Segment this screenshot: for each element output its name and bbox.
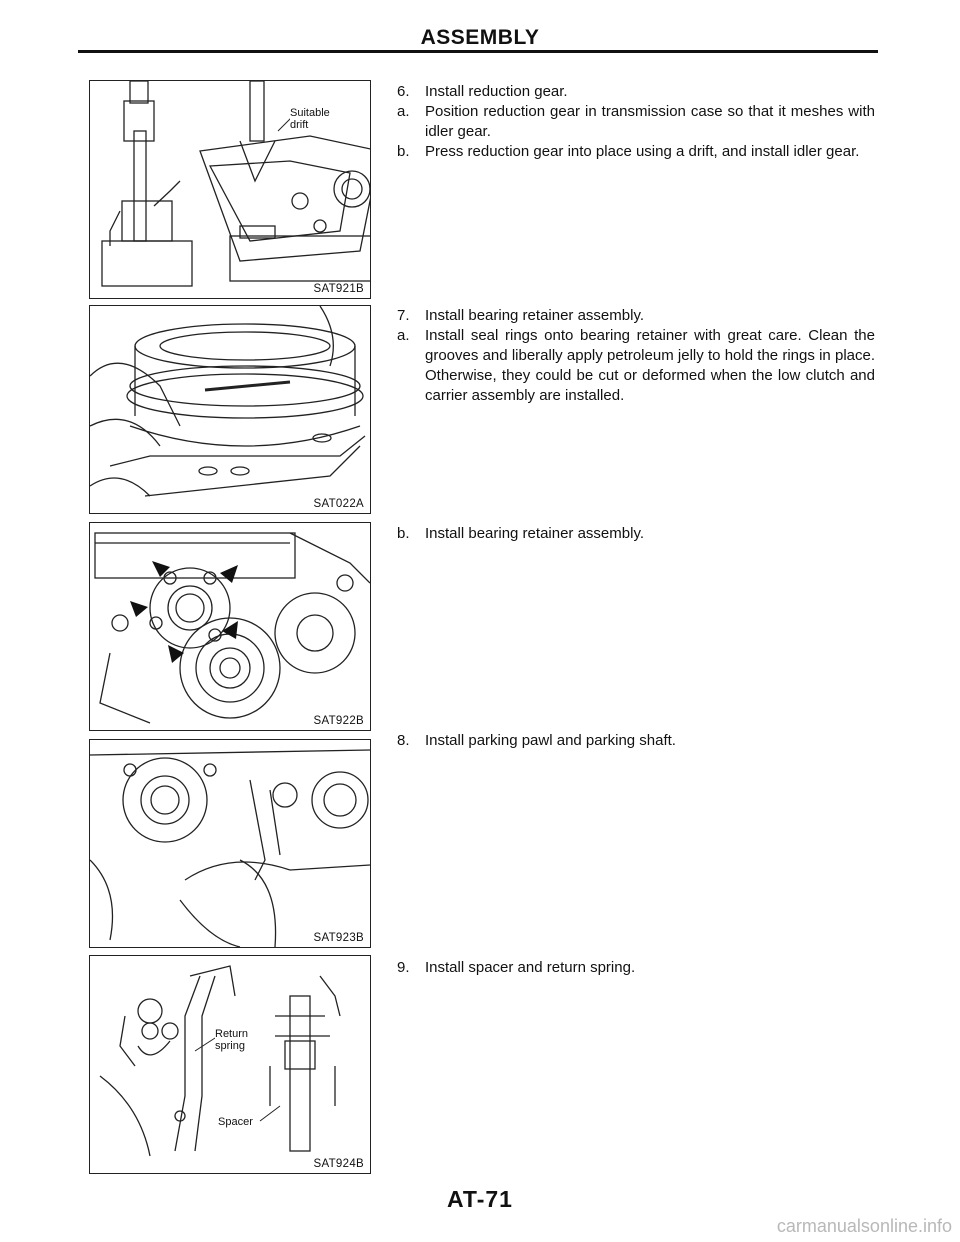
figure-code: SAT923B <box>313 932 364 944</box>
spring-label: spring <box>215 1040 245 1052</box>
page-title: ASSEMBLY <box>420 26 540 49</box>
header-divider <box>78 50 878 53</box>
figure-code: SAT922B <box>313 715 364 727</box>
step-7 <box>397 306 875 406</box>
step-6a: a. Position reduction gear in transmission case so that it meshes with idler gear. <box>397 103 875 140</box>
page-number: AT-71 <box>447 1186 513 1212</box>
suitable-label: Suitable <box>290 107 330 119</box>
figure-seal-rings <box>89 305 371 514</box>
figure-reduction-gear <box>89 80 371 299</box>
figure-return-spring <box>89 955 371 1174</box>
figure-bearing-retainer <box>89 522 371 731</box>
parking-pawl-illustration <box>90 740 370 947</box>
step-6 <box>397 82 875 162</box>
step-7-main: 7. Install bearing retainer assembly. <box>397 307 644 324</box>
figure-parking-pawl <box>89 739 371 948</box>
step-7a: a. Install seal rings onto bearing retainer with great care. Clean the grooves and liberally apply petroleum jelly to hold the rings in place. Otherwise, they could be cut or deformed when the low clutch and carrier assembly are installed. <box>397 327 875 404</box>
step-8-main: 8. Install parking pawl and parking shaft. <box>397 732 676 749</box>
step-9-main: 9. Install spacer and return spring. <box>397 959 636 976</box>
step-6-main: 6. Install reduction gear. <box>397 83 568 100</box>
spacer-label: Spacer <box>218 1116 253 1128</box>
bearing-retainer-illustration <box>90 523 370 730</box>
figure-code: SAT921B <box>313 283 364 295</box>
step-7b <box>397 524 875 544</box>
step-7b-line: b. Install bearing retainer assembly. <box>397 525 644 542</box>
drift-label: drift <box>290 119 309 131</box>
watermark: carmanualsonline.info <box>776 1216 952 1236</box>
step-6b: b. Press reduction gear into place using a drift, and install idler gear. <box>397 143 860 160</box>
step-8 <box>397 731 875 751</box>
figure-code: SAT022A <box>313 498 364 510</box>
figure-code: SAT924B <box>313 1158 364 1170</box>
return-spring-illustration <box>90 956 370 1173</box>
return-label: Return <box>215 1028 249 1040</box>
step-9 <box>397 958 875 978</box>
seal-rings-illustration <box>90 306 370 513</box>
